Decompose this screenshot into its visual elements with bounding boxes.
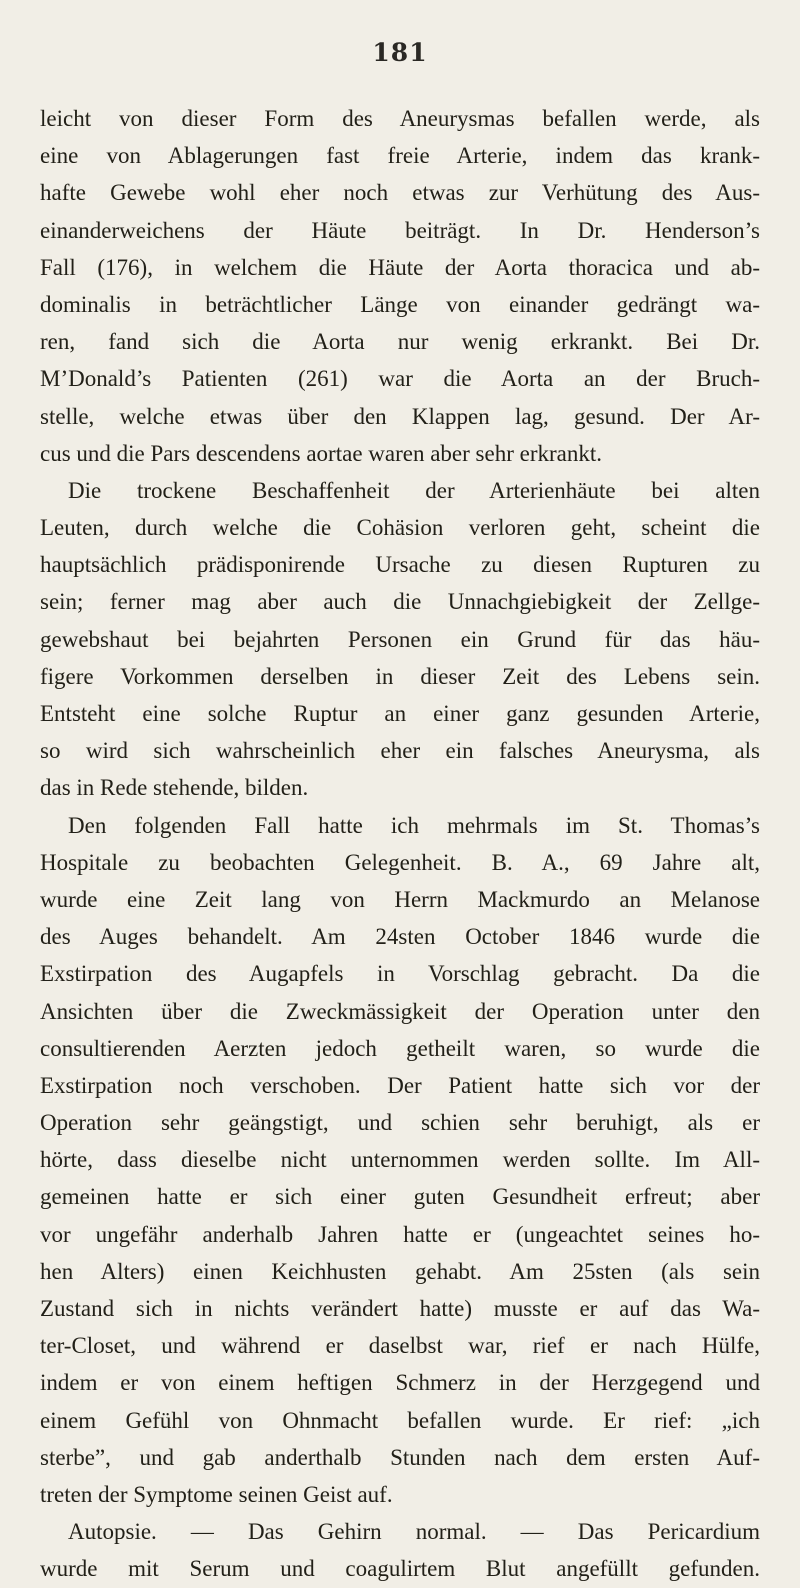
- text-line: leicht von dieser Form des Aneurysmas befallen werde, als: [40, 106, 760, 131]
- text-line: figere Vorkommen derselben in dieser Zeit des Lebens sein.: [40, 663, 760, 689]
- text-line: so wird sich wahrscheinlich eher ein falsches Aneurysma, als: [40, 738, 760, 764]
- text-line: wurde eine Zeit lang von Herrn Mackmurdo an Melanose: [40, 886, 760, 912]
- text-line: Exstirpation noch verschoben. Der Patient hatte sich vor der: [40, 1072, 760, 1098]
- text-line: hörte, dass dieselbe nicht unternommen werden sollte. Im All-: [40, 1147, 760, 1173]
- text-line: das in Rede stehende, bilden.: [40, 775, 309, 801]
- text-line: hafte Gewebe wohl eher noch etwas zur Verhütung des Aus-: [40, 180, 760, 206]
- text-line: Zustand sich in nichts verändert hatte) musste er auf das Wa-: [40, 1296, 760, 1321]
- text-line: des Auges behandelt. Am 24sten October 1846 wurde die: [40, 924, 760, 950]
- text-line: Ansichten über die Zweckmässigkeit der Operation unter den: [40, 998, 760, 1024]
- text-line: Den folgenden Fall hatte ich mehrmals im St. Thomas’s: [68, 812, 760, 838]
- text-line: Operation sehr geängstigt, und schien sehr beruhigt, als er: [40, 1110, 760, 1136]
- text-line: Fall (176), in welchem die Häute der Aorta thoracica und ab-: [40, 254, 760, 280]
- text-line: ter-Closet, und während er daselbst war, rief er nach Hülfe,: [40, 1333, 760, 1359]
- text-line: cus und die Pars descendens aortae waren aber sehr erkrankt.: [40, 440, 602, 466]
- text-line: Entsteht eine solche Ruptur an einer ganz gesunden Arterie,: [40, 701, 760, 726]
- text-line: treten der Symptome seinen Geist auf.: [40, 1481, 393, 1507]
- text-line: sterbe”, und gab anderthalb Stunden nach dem ersten Auf-: [40, 1444, 760, 1470]
- text-line: vor ungefähr anderhalb Jahren hatte er (ungeachtet seines ho-: [40, 1221, 760, 1247]
- text-line: stelle, welche etwas über den Klappen lag, gesund. Der Ar-: [40, 403, 760, 429]
- text-line: consultierenden Aerzten jedoch getheilt waren, so wurde die: [40, 1035, 760, 1061]
- text-line: Autopsie. — Das Gehirn normal. — Das Pericardium: [68, 1519, 760, 1545]
- text-line: Exstirpation des Augapfels in Vorschlag gebracht. Da die: [40, 961, 760, 987]
- text-line: hauptsächlich prädisponirende Ursache zu diesen Rupturen zu: [40, 552, 760, 578]
- text-line: ren, fand sich die Aorta nur wenig erkrankt. Bei Dr.: [40, 329, 760, 355]
- text-line: gemeinen hatte er sich einer guten Gesundheit erfreut; aber: [40, 1184, 760, 1210]
- text-line: hen Alters) einen Keichhusten gehabt. Am 25sten (als sein: [40, 1258, 760, 1284]
- text-line: Die trockene Beschaffenheit der Arterienhäute bei alten: [68, 477, 760, 503]
- text-line: einanderweichens der Häute beiträgt. In Dr. Henderson’s: [40, 217, 760, 243]
- page-number: 181: [372, 38, 428, 67]
- body-text: [40, 100, 760, 1588]
- text-line: wurde mit Serum und coagulirtem Blut angefüllt gefunden.: [40, 1556, 760, 1582]
- text-line: indem er von einem heftigen Schmerz in der Herzgegend und: [40, 1370, 760, 1396]
- text-line: Hospitale zu beobachten Gelegenheit. B. A., 69 Jahre alt,: [40, 849, 760, 875]
- text-line: dominalis in beträchtlicher Länge von einander gedrängt wa-: [40, 291, 760, 317]
- text-line: einem Gefühl von Ohnmacht befallen wurde. Er rief: „ich: [40, 1407, 760, 1433]
- text-line: sein; ferner mag aber auch die Unnachgiebigkeit der Zellge-: [40, 589, 760, 615]
- text-line: Leuten, durch welche die Cohäsion verloren geht, scheint die: [40, 515, 760, 541]
- text-line: M’Donald’s Patienten (261) war die Aorta an der Bruch-: [40, 366, 760, 392]
- text-line: gewebshaut bei bejahrten Personen ein Grund für das häu-: [40, 626, 760, 652]
- text-line: eine von Ablagerungen fast freie Arterie, indem das krank-: [40, 143, 760, 169]
